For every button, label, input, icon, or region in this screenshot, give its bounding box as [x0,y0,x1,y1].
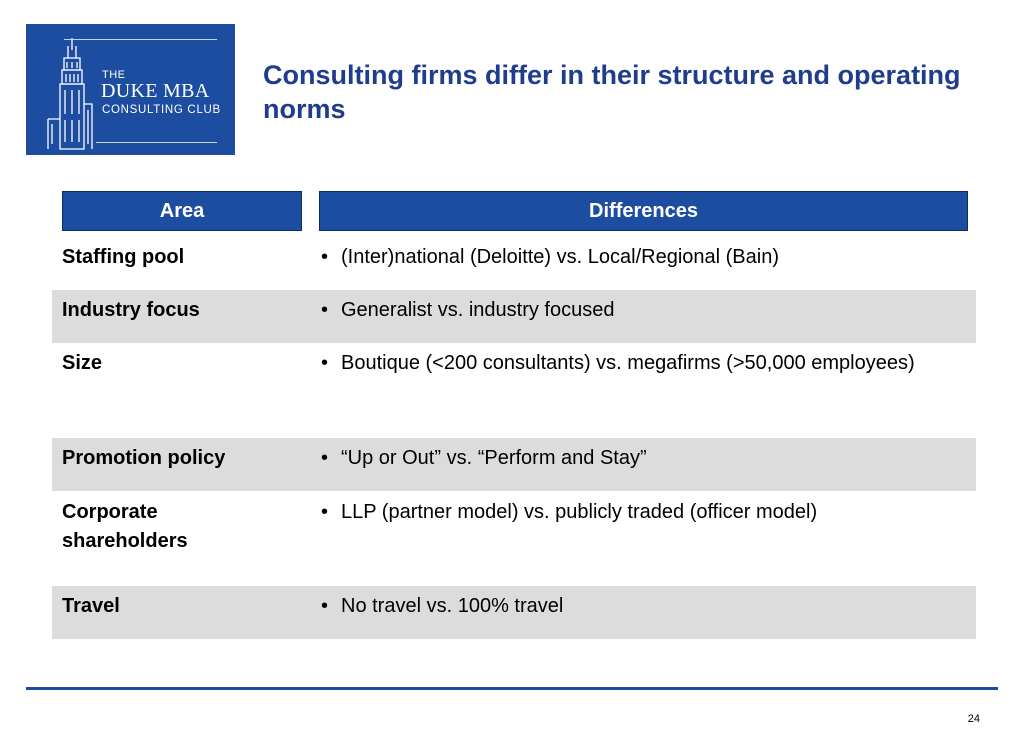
column-header-area: Area [62,191,302,231]
column-header-differences: Differences [319,191,968,231]
logo-divider-top [64,39,217,40]
difference-cell [321,444,921,473]
bullet: • [321,352,329,374]
table-row [52,243,976,290]
bullet: • [321,246,329,268]
bullet: • [321,595,329,617]
area-cell: Promotion policy [62,447,226,469]
difference-cell [321,498,921,527]
slide-title: Consulting firms differ in their structure and operating norms [263,60,961,124]
difference-text: “Up or Out” vs. “Perform and Stay” [341,447,647,469]
difference-text: Boutique (<200 consultants) vs. megafirms (>50,000 employees) [341,352,915,374]
bullet: • [321,447,329,469]
area-cell: Travel [62,595,120,617]
logo-text-the: THE [102,69,126,81]
table-row [52,343,976,438]
bullet: • [321,299,329,321]
area-cell: Size [62,352,103,374]
table-row [52,290,976,343]
difference-cell [321,592,921,621]
bullet: • [321,501,329,523]
footer-divider [26,687,998,690]
table-row [52,438,976,491]
logo-divider-bottom [96,142,217,143]
difference-cell [321,243,921,272]
table-row [52,491,976,586]
duke-mba-consulting-club-logo [26,24,235,155]
difference-text: No travel vs. 100% travel [341,595,564,617]
difference-cell [321,296,921,325]
page-number: 24 [967,713,980,725]
difference-text: LLP (partner model) vs. publicly traded (officer model) [341,501,818,523]
area-cell: Industry focus [62,299,200,321]
area-cell: Staffing pool [62,246,185,268]
difference-text: (Inter)national (Deloitte) vs. Local/Regional (Bain) [341,246,779,268]
difference-cell [321,349,921,378]
logo-text-consulting-club: CONSULTING CLUB [102,104,221,116]
area-cell: Corporate shareholders [62,501,188,552]
difference-text: Generalist vs. industry focused [341,299,615,321]
table-row [52,586,976,639]
logo-text-duke-mba: DUKE MBA [101,80,210,102]
